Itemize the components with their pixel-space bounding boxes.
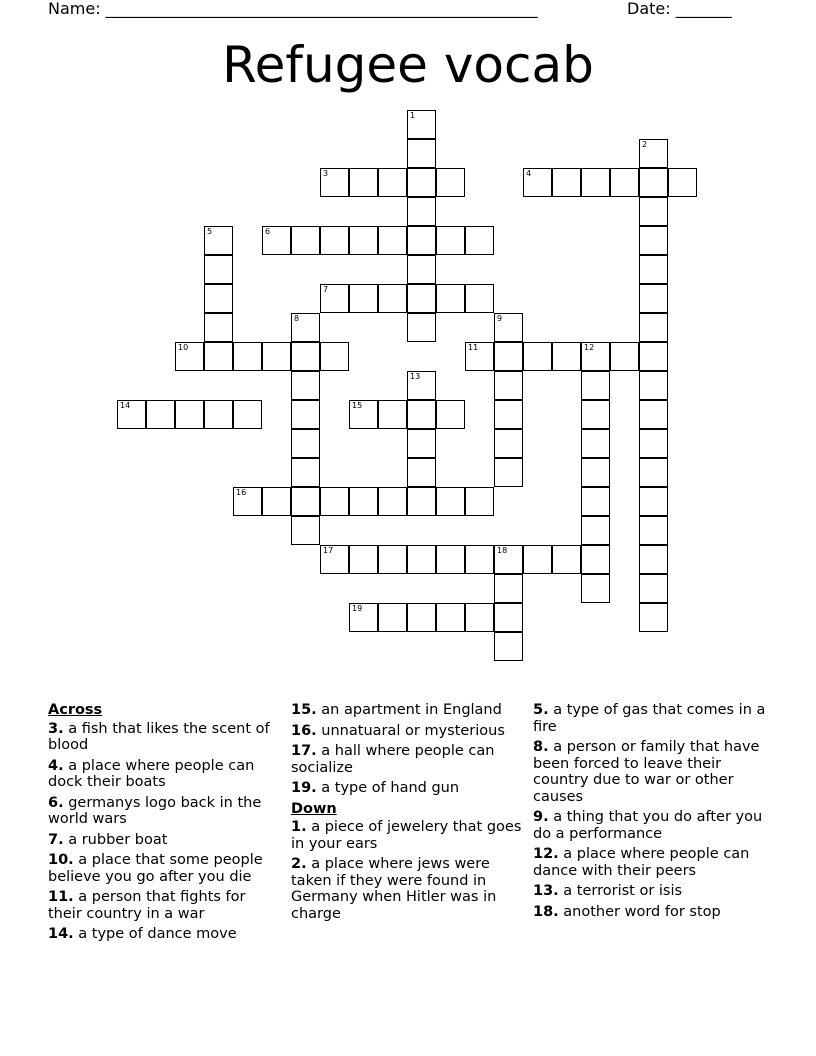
clue-text: a place that some people believe you go after you die [48,852,263,885]
grid-cell[interactable] [494,545,523,574]
grid-cell[interactable] [639,487,668,516]
clue-text: germanys logo back in the world wars [48,794,262,827]
clue-item [48,758,283,791]
grid-cell[interactable] [494,603,523,632]
grid-cell[interactable] [291,400,320,429]
across-heading: Across [48,702,103,718]
grid-cell[interactable] [523,342,552,371]
clue-text: an apartment in England [321,702,502,718]
grid-cell[interactable] [465,284,494,313]
grid-cell[interactable] [291,429,320,458]
clue-number-label: 1 [410,111,416,120]
grid-cell[interactable] [494,429,523,458]
grid-cell[interactable] [378,545,407,574]
clue-number-label: 14 [120,401,131,410]
clue-number: 18. [533,903,559,920]
grid-cell[interactable] [581,487,610,516]
grid-cell[interactable] [610,342,639,371]
grid-cell[interactable] [204,255,233,284]
grid-cell[interactable] [349,487,378,516]
clue-number: 9. [533,809,549,825]
clue-column-1 [48,702,283,947]
clue-text: a type of hand gun [321,780,460,796]
clue-text: a piece of jewelery that goes in your ears [291,819,522,852]
grid-cell[interactable] [436,168,465,197]
clue-item [533,739,769,805]
clue-number-label: 17 [323,546,334,555]
grid-cell[interactable] [436,545,465,574]
grid-cell[interactable] [146,400,175,429]
grid-cell[interactable] [523,168,552,197]
grid-cell[interactable] [175,342,204,371]
page-title: Refugee vocab [222,36,594,94]
grid-cell[interactable] [349,603,378,632]
grid-cell[interactable] [639,284,668,313]
clue-text: a place where people can dance with their peers [533,846,750,879]
grid-cell[interactable] [349,168,378,197]
clue-text: a rubber boat [68,831,168,848]
clue-number-label: 2 [642,140,648,149]
grid-cell[interactable] [233,400,262,429]
name-field-label: Name: ______________________________________________________ [48,0,538,18]
grid-cell[interactable] [581,516,610,545]
clue-number: 17. [291,743,317,759]
grid-cell[interactable] [407,197,436,226]
clue-item [48,832,283,849]
grid-cell[interactable] [204,342,233,371]
grid-cell[interactable] [639,603,668,632]
grid-cell[interactable] [639,371,668,400]
clue-number: 10. [48,852,74,868]
grid-cell[interactable] [552,168,581,197]
grid-cell[interactable] [494,371,523,400]
clue-number: 12. [533,846,559,862]
grid-cell[interactable] [407,458,436,487]
grid-cell[interactable] [639,197,668,226]
grid-cell[interactable] [349,226,378,255]
grid-cell[interactable] [639,139,668,168]
clue-item [48,795,283,828]
clue-item [48,721,283,754]
grid-cell[interactable] [291,516,320,545]
clue-item [533,809,769,842]
grid-cell[interactable] [204,400,233,429]
clue-text: a place where jews were taken if they were found in Germany when Hitler was in charge [291,856,497,922]
clue-item [533,846,769,879]
date-field-label: Date: _______ [627,0,732,18]
grid-cell[interactable] [436,284,465,313]
grid-cell[interactable] [378,400,407,429]
clue-item [533,702,769,735]
grid-cell[interactable] [494,313,523,342]
grid-cell[interactable] [552,545,581,574]
clue-number-label: 13 [410,372,421,381]
grid-cell[interactable] [581,545,610,574]
grid-cell[interactable] [175,400,204,429]
grid-cell[interactable] [378,603,407,632]
grid-cell[interactable] [465,342,494,371]
grid-cell[interactable] [581,371,610,400]
grid-cell[interactable] [233,487,262,516]
grid-cell[interactable] [639,400,668,429]
clue-text: a terrorist or isis [563,883,683,899]
grid-cell[interactable] [349,545,378,574]
grid-cell[interactable] [378,168,407,197]
clue-number: 11. [48,889,74,905]
grid-cell[interactable] [320,487,349,516]
grid-cell[interactable] [262,487,291,516]
clue-number-label: 3 [323,169,329,178]
grid-cell[interactable] [407,168,436,197]
grid-cell[interactable] [378,284,407,313]
grid-cell[interactable] [378,226,407,255]
grid-cell[interactable] [639,226,668,255]
grid-cell[interactable] [378,487,407,516]
grid-cell[interactable] [436,487,465,516]
grid-cell[interactable] [639,429,668,458]
grid-cell[interactable] [320,226,349,255]
clue-text: a place where people can dock their boats [48,757,255,790]
clue-number: 7. [48,831,64,848]
grid-cell[interactable] [639,516,668,545]
grid-cell[interactable] [581,458,610,487]
grid-cell[interactable] [204,226,233,255]
grid-cell[interactable] [407,255,436,284]
clue-item [48,889,283,922]
grid-cell[interactable] [552,342,581,371]
grid-cell[interactable] [494,458,523,487]
clue-number-label: 12 [584,343,595,352]
clue-item [533,904,769,921]
grid-cell[interactable] [291,487,320,516]
clue-number-label: 15 [352,401,363,410]
grid-cell[interactable] [407,371,436,400]
grid-cell[interactable] [639,458,668,487]
grid-cell[interactable] [494,400,523,429]
clue-text: a person or family that have been forced to leave their country due to war or other causes [533,739,760,805]
grid-cell[interactable] [581,429,610,458]
grid-cell[interactable] [320,284,349,313]
down-heading: Down [291,800,337,817]
clue-number: 8. [533,739,549,755]
grid-cell[interactable] [581,400,610,429]
grid-cell[interactable] [407,603,436,632]
clue-number-label: 8 [294,314,300,323]
clue-number: 5. [533,702,549,718]
grid-cell[interactable] [349,284,378,313]
clue-number-label: 5 [207,227,213,236]
clue-number: 3. [48,720,64,737]
clue-text: a type of gas that comes in a fire [533,702,766,735]
grid-cell[interactable] [465,226,494,255]
clue-column-3 [533,702,769,924]
grid-cell[interactable] [436,603,465,632]
clue-number: 6. [48,794,64,811]
grid-cell[interactable] [407,487,436,516]
grid-cell[interactable] [465,603,494,632]
grid-cell[interactable] [407,226,436,255]
clue-item [291,702,527,719]
grid-cell[interactable] [523,545,552,574]
grid-cell[interactable] [291,371,320,400]
grid-cell[interactable] [407,313,436,342]
clue-number-label: 16 [236,488,247,497]
clue-text: a fish that likes the scent of blood [48,720,270,753]
clue-number-label: 4 [526,169,532,178]
grid-cell[interactable] [204,313,233,342]
grid-cell[interactable] [320,168,349,197]
grid-cell[interactable] [233,342,262,371]
grid-cell[interactable] [581,574,610,603]
clue-text: a person that fights for their country in a war [48,889,246,922]
clue-column-2 [291,702,527,926]
clue-text: another word for stop [563,903,721,920]
grid-cell[interactable] [407,110,436,139]
clue-number-label: 6 [265,227,271,236]
clue-text: unnatuaral or mysterious [321,722,505,739]
grid-cell[interactable] [407,139,436,168]
grid-cell[interactable] [349,400,378,429]
clue-item [48,852,283,885]
clue-number-label: 11 [468,343,479,352]
grid-cell[interactable] [407,429,436,458]
clue-number-label: 9 [497,314,503,323]
grid-cell[interactable] [320,342,349,371]
clue-number-label: 7 [323,285,329,294]
clue-number: 19. [291,780,317,796]
clue-text: a type of dance move [78,926,237,942]
clue-number-label: 10 [178,343,189,352]
clue-item [291,723,527,740]
clue-text: a hall where people can socialize [291,743,495,776]
clue-item [291,819,527,852]
grid-cell[interactable] [639,342,668,371]
grid-cell[interactable] [320,545,349,574]
clue-number-label: 18 [497,546,508,555]
clue-number: 13. [533,883,559,899]
grid-cell[interactable] [494,342,523,371]
clue-number: 14. [48,926,74,942]
grid-cell[interactable] [610,168,639,197]
clue-number: 4. [48,757,64,774]
grid-cell[interactable] [639,168,668,197]
grid-cell[interactable] [581,168,610,197]
grid-cell[interactable] [291,458,320,487]
grid-cell[interactable] [262,226,291,255]
grid-cell[interactable] [117,400,146,429]
grid-cell[interactable] [668,168,697,197]
grid-cell[interactable] [639,313,668,342]
grid-cell[interactable] [262,342,291,371]
grid-cell[interactable] [291,226,320,255]
grid-cell[interactable] [204,284,233,313]
clue-item [291,780,527,797]
clue-number: 16. [291,722,317,739]
grid-cell[interactable] [407,284,436,313]
grid-cell[interactable] [494,632,523,661]
grid-cell[interactable] [436,226,465,255]
grid-cell[interactable] [639,545,668,574]
grid-cell[interactable] [291,313,320,342]
grid-cell[interactable] [291,342,320,371]
grid-cell[interactable] [581,342,610,371]
grid-cell[interactable] [436,400,465,429]
clue-item [533,883,769,900]
clue-text: a thing that you do after you do a performance [533,809,763,842]
grid-cell[interactable] [465,545,494,574]
clue-number-label: 19 [352,604,363,613]
grid-cell[interactable] [639,255,668,284]
grid-cell[interactable] [407,400,436,429]
grid-cell[interactable] [407,545,436,574]
clue-item [291,856,527,922]
grid-cell[interactable] [639,574,668,603]
clue-item [48,926,283,943]
clue-number: 1. [291,819,307,835]
clue-number: 15. [291,702,317,718]
grid-cell[interactable] [494,574,523,603]
clue-number: 2. [291,856,307,872]
grid-cell[interactable] [465,487,494,516]
clue-item [291,743,527,776]
